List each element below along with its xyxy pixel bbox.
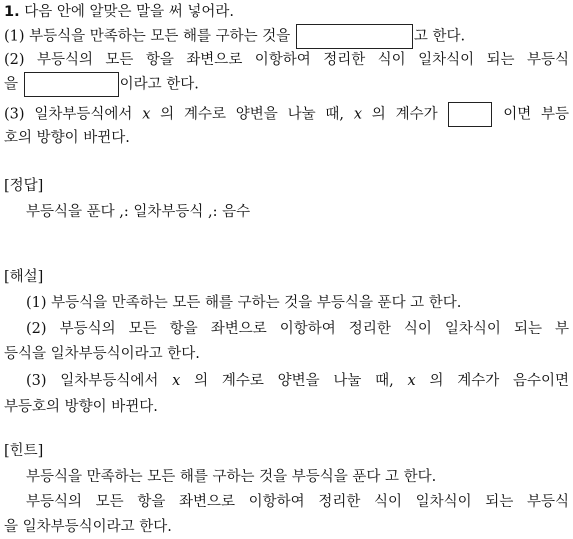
q3-text-d: 이면 부등 <box>503 106 570 123</box>
q3-text-a: (3) 일차부등식에서 <box>4 106 133 123</box>
q2-text-after: 이라고 한다. <box>119 76 199 93</box>
variable-x: x <box>407 373 416 389</box>
explanation-item-2-line2: 등식을 일차부등식이라고 한다. <box>4 346 200 362</box>
question-number: 1. <box>4 4 20 20</box>
hint-item-2-line2: 을 일차부등식이라고 한다. <box>4 519 172 535</box>
question-header <box>4 0 569 24</box>
question-instruction: 다음 안에 알맞은 말을 써 넣어라. <box>24 4 234 20</box>
explanation-heading: [해설] <box>4 269 44 285</box>
hint-heading: [힌트] <box>4 443 44 459</box>
q1-text-before: (1) 부등식을 만족하는 모든 해를 구하는 것을 <box>4 28 291 45</box>
q3-text-b: 의 계수로 양변을 나눌 때, <box>160 106 345 123</box>
answer-text: 부등식을 푼다 ,: 일차부등식 ,: 음수 <box>26 204 251 220</box>
explanation-item-1: (1) 부등식을 만족하는 모든 해를 구하는 것을 부등식을 푼다 고 한다. <box>26 295 462 311</box>
exp3-text-a: (3) 일차부등식에서 <box>26 373 159 389</box>
hint-item-2-line1: 부등식의 모든 항을 좌변으로 이항하여 정리한 식이 일차식이 되는 부등식 <box>26 494 569 510</box>
q1-text-after: 고 한다. <box>413 28 466 45</box>
answer-heading: [정답] <box>4 178 44 194</box>
question-item-3-line1 <box>4 102 569 126</box>
question-item-1 <box>4 24 569 48</box>
answer-blank-3[interactable] <box>448 102 492 127</box>
variable-x: x <box>353 106 362 123</box>
question-item-2-line2 <box>4 72 569 96</box>
q3-text-c: 의 계수가 <box>371 106 438 123</box>
explanation-item-2-line1: (2) 부등식의 모든 항을 좌변으로 이항하여 정리한 식이 일차식이 되는 부 <box>26 321 569 337</box>
exp3-text-b: 의 계수로 양변을 나눌 때, <box>194 373 394 389</box>
variable-x: x <box>172 373 181 389</box>
hint-item-1: 부등식을 만족하는 모든 해를 구하는 것을 부등식을 푼다 고 한다. <box>26 469 437 485</box>
question-item-2-line1: (2) 부등식의 모든 항을 좌변으로 이항하여 정리한 식이 일차식이 되는 부등식 <box>4 52 569 68</box>
exp3-text-c: 의 계수가 음수이면 <box>429 373 570 389</box>
variable-x: x <box>142 106 151 123</box>
answer-blank-1[interactable] <box>296 24 413 49</box>
explanation-item-3-line1 <box>26 369 569 393</box>
explanation-item-3-line2: 부등호의 방향이 바뀐다. <box>4 399 158 415</box>
q2-text-before: 을 <box>4 76 19 93</box>
question-item-3-line2: 호의 방향이 바뀐다. <box>4 130 130 146</box>
answer-blank-2[interactable] <box>24 72 119 97</box>
